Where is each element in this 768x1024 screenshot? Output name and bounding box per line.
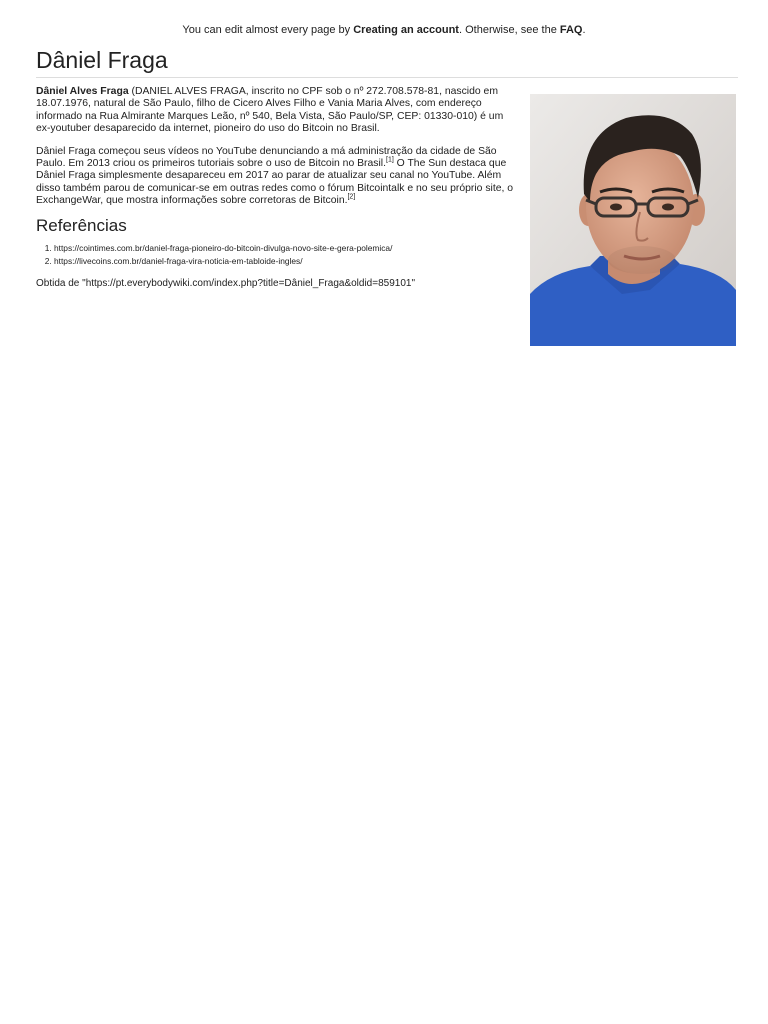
intro-text: (DANIEL ALVES FRAGA, inscrito no CPF sob o nº 272.708.578-81, nascido em 18.07.1976, natural de São Paulo, filho de Cicero Alves Filho e Vania Maria Alves, com endereço informado na Rua Almirante Marques Leão, nº 540, Bela Vista, São Paulo/SP, CEP: 01330-010) é um ex-youtuber desaparecido da internet, pioneiro do uso do Bitcoin no Brasil. [36,86,504,135]
page-title: Dâniel Fraga [36,46,738,78]
references-heading: Referências [36,215,127,235]
obtained-from: Obtida de "https://pt.everybodywiki.com/index.php?title=Dâniel_Fraga&oldid=859101" [36,277,415,289]
faq-link[interactable]: FAQ [559,24,583,36]
create-account-link[interactable]: Creating an account [353,24,459,36]
history-part2: O The Sun destaca que Dâniel Fraga simplesmente desapareceu em 2017 ao parar de atualizar seu canal no YouTube. Além disso também parou de comunicar-se em outras redes como o fórum Bitcointalk e no seu próprio site, o ExchangeWar, que mostra informações sobre corretoras de Bitcoin. [36,158,514,207]
intro-paragraph [36,86,514,136]
portrait-illustration [530,94,736,346]
ref-link-2[interactable]: [2] [347,193,356,201]
portrait-photo [530,94,736,346]
references-list [36,242,514,268]
history-part1: Dâniel Fraga começou seus vídeos no YouTube denunciando a má administração da cidade de São Paulo. Em 2013 criou os primeiros tutoriais sobre o uso de Bitcoin no Brasil. [36,145,497,170]
account-notice [0,24,768,36]
reference-item-2[interactable]: 2. https://livecoins.com.br/daniel-fraga-vira-noticia-em-tabloide-ingles/ [54,255,514,268]
ref-link-1[interactable]: [1] [386,156,394,164]
history-paragraph [36,146,514,208]
notice-suffix: . [582,24,586,36]
reference-item-1[interactable]: 1. https://cointimes.com.br/daniel-fraga-pioneiro-do-bitcoin-divulga-novo-site-e-gera-polemica/ [54,242,514,255]
article-body [36,86,514,298]
notice-prefix: You can edit almost every page by [182,24,354,36]
notice-middle: . Otherwise, see the [458,24,560,36]
intro-bold-name: Dâniel Alves Fraga [36,86,129,97]
